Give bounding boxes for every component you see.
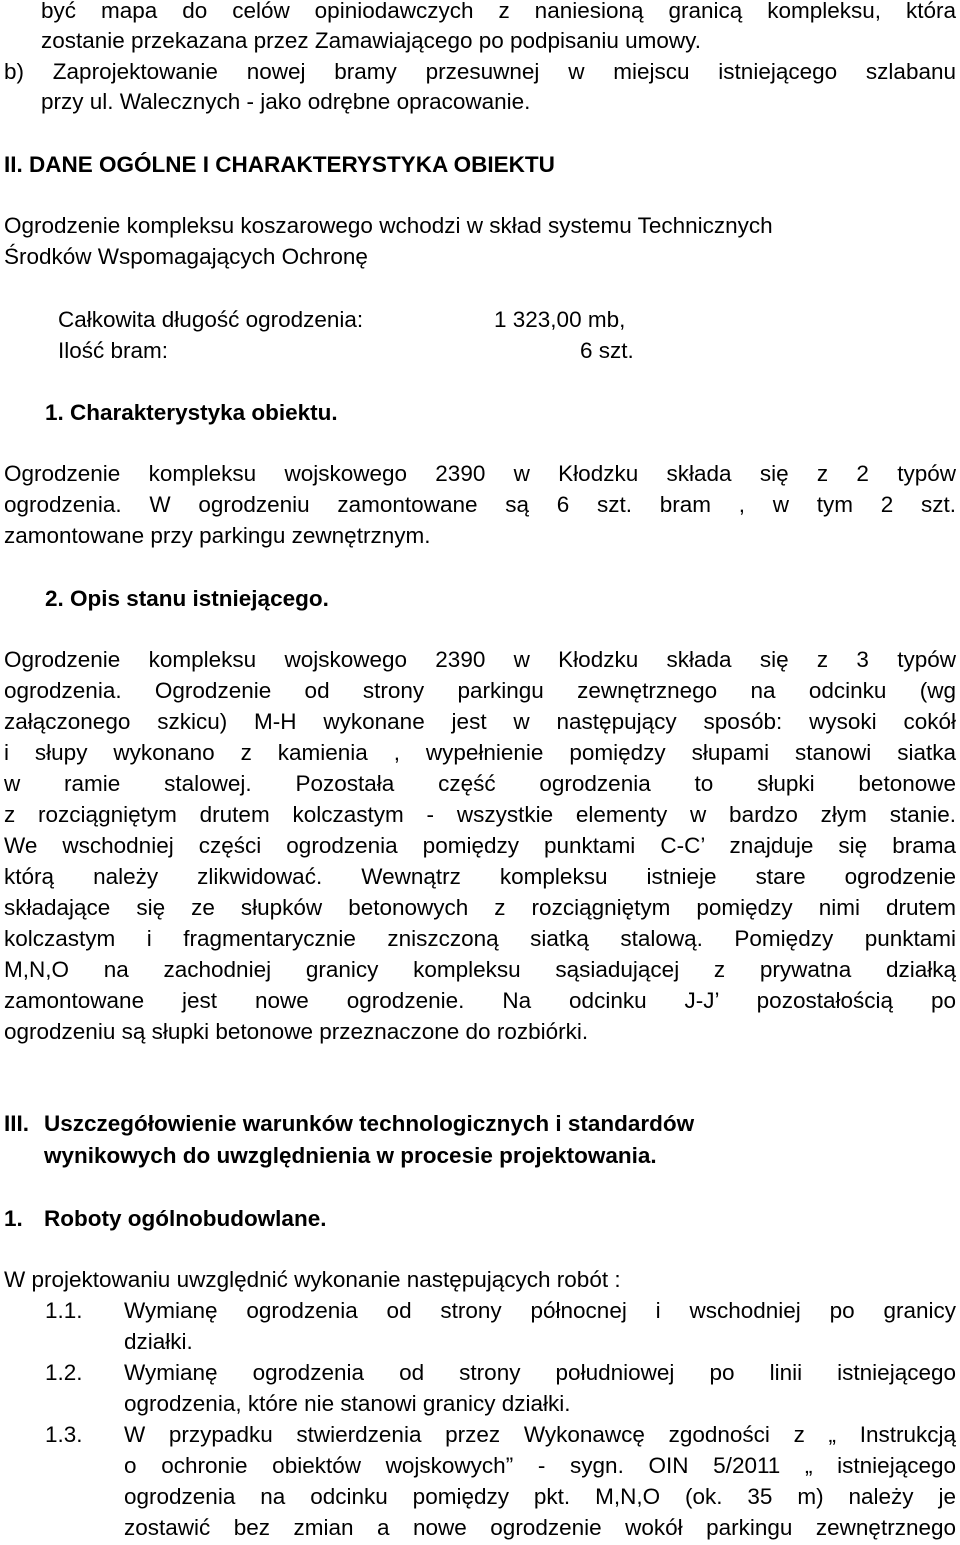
- item-1-3-number: 1.3.: [45, 1422, 83, 1447]
- item-1-1-number: 1.1.: [45, 1298, 83, 1323]
- section-3-heading-line-2: wynikowych do uwzględnienia w procesie projektowania.: [44, 1143, 657, 1168]
- intro-item-b-line-1: b) Zaprojektowanie nowej bramy przesuwnej w miejscu istniejącego szlabanu: [4, 59, 956, 84]
- subsection-2-line-7: We wschodniej części ogrodzenia pomiędzy punktami C-C’ znajduje się brama: [4, 833, 956, 858]
- subsection-1-line-2: ogrodzenia. W ogrodzeniu zamontowane są 6 szt. bram , w tym 2 szt.: [4, 492, 956, 517]
- subsection-2-line-4: i słupy wykonano z kamienia , wypełnienie pomiędzy słupami stanowi siatka: [4, 740, 956, 765]
- item-1-2-number: 1.2.: [45, 1360, 83, 1385]
- item-1-3-line-3: ogrodzenia na odcinku pomiędzy pkt. M,N,O (ok. 35 m) należy je: [124, 1484, 956, 1509]
- subsection-2-line-5: w ramie stalowej. Pozostała część ogrodzenia to słupki betonowe: [4, 771, 956, 796]
- works-intro: W projektowaniu uwzględnić wykonanie następujących robót :: [4, 1267, 621, 1292]
- section-2-paragraph-line-1: Ogrodzenie kompleksu koszarowego wchodzi w skład systemu Technicznych: [4, 213, 773, 238]
- subsection-1-line-3: zamontowane przy parkingu zewnętrznym.: [4, 523, 431, 548]
- subsection-1-line-1: Ogrodzenie kompleksu wojskowego 2390 w Kłodzku składa się z 2 typów: [4, 461, 956, 486]
- subsection-2-line-13: ogrodzeniu są słupki betonowe przeznaczone do rozbiórki.: [4, 1019, 589, 1044]
- item-1-3-line-2: o ochronie obiektów wojskowych” - sygn. OIN 5/2011 „ istniejącego: [124, 1453, 956, 1478]
- subsection-2-line-11: M,N,O na zachodniej granicy kompleksu sąsiadującej z prywatna działką: [4, 957, 956, 982]
- section-2-heading: II. DANE OGÓLNE I CHARAKTERYSTYKA OBIEKTU: [4, 152, 555, 177]
- spec-length-value: 1 323,00 mb,: [494, 307, 626, 332]
- subsection-2-line-1: Ogrodzenie kompleksu wojskowego 2390 w Kłodzku składa się z 3 typów: [4, 647, 956, 672]
- item-1-1-line-2: działki.: [124, 1329, 193, 1354]
- section-2-paragraph-line-2: Środków Wspomagających Ochronę: [4, 244, 368, 269]
- spec-length-label: Całkowita długość ogrodzenia:: [58, 307, 364, 332]
- subsection-2-line-6: z rozciągniętym drutem kolczastym - wszystkie elementy w bardzo złym stanie.: [4, 802, 956, 827]
- subsection-2-heading: 2. Opis stanu istniejącego.: [45, 586, 329, 611]
- subsection-2-line-9: składające się ze słupków betonowych z rozciągniętym pomiędzy nimi drutem: [4, 895, 956, 920]
- subsection-2-line-12: zamontowane jest nowe ogrodzenie. Na odcinku J-J’ pozostałością po: [4, 988, 956, 1013]
- subsection-2-line-8: którą należy zlikwidować. Wewnątrz kompleksu istnieje stare ogrodzenie: [4, 864, 956, 889]
- intro-line-1: być mapa do celów opiniodawczych z naniesioną granicą kompleksu, która: [41, 0, 956, 23]
- item-1-3-line-1: W przypadku stwierdzenia przez Wykonawcę zgodności z „ Instrukcją: [124, 1422, 956, 1447]
- item-1-2-line-1: Wymianę ogrodzenia od strony południowej po linii istniejącego: [124, 1360, 956, 1385]
- intro-item-b-line-2: przy ul. Walecznych - jako odrębne opracowanie.: [41, 89, 531, 114]
- section-3-heading-line-1: Uszczegółowienie warunków technologicznych i standardów: [44, 1111, 695, 1136]
- subsection-2-line-10: kolczastym i fragmentarycznie zniszczoną siatką stalową. Pomiędzy punktami: [4, 926, 956, 951]
- item-1-3-line-4: zostawić bez zmian a nowe ogrodzenie wokół parkingu zewnętrznego: [124, 1515, 956, 1540]
- subsection-2-line-3: załączonego szkicu) M-H wykonane jest w następujący sposób: wysoki cokół: [4, 709, 956, 734]
- spec-gates-value: 6 szt.: [580, 338, 634, 363]
- subsection-2-line-2: ogrodzenia. Ogrodzenie od strony parkingu zewnętrznego na odcinku (wg: [4, 678, 956, 703]
- intro-line-2: zostanie przekazana przez Zamawiającego po podpisaniu umowy.: [41, 28, 701, 53]
- section-3-sub-1-heading: Roboty ogólnobudowlane.: [44, 1206, 327, 1231]
- item-1-1-line-1: Wymianę ogrodzenia od strony północnej i wschodniej po granicy: [124, 1298, 956, 1323]
- section-3-sub-1-number: 1.: [4, 1206, 23, 1231]
- spec-gates-label: Ilość bram:: [58, 338, 169, 363]
- item-1-2-line-2: ogrodzenia, które nie stanowi granicy działki.: [124, 1391, 571, 1416]
- subsection-1-heading: 1. Charakterystyka obiektu.: [45, 400, 338, 425]
- section-3-number: III.: [4, 1111, 30, 1136]
